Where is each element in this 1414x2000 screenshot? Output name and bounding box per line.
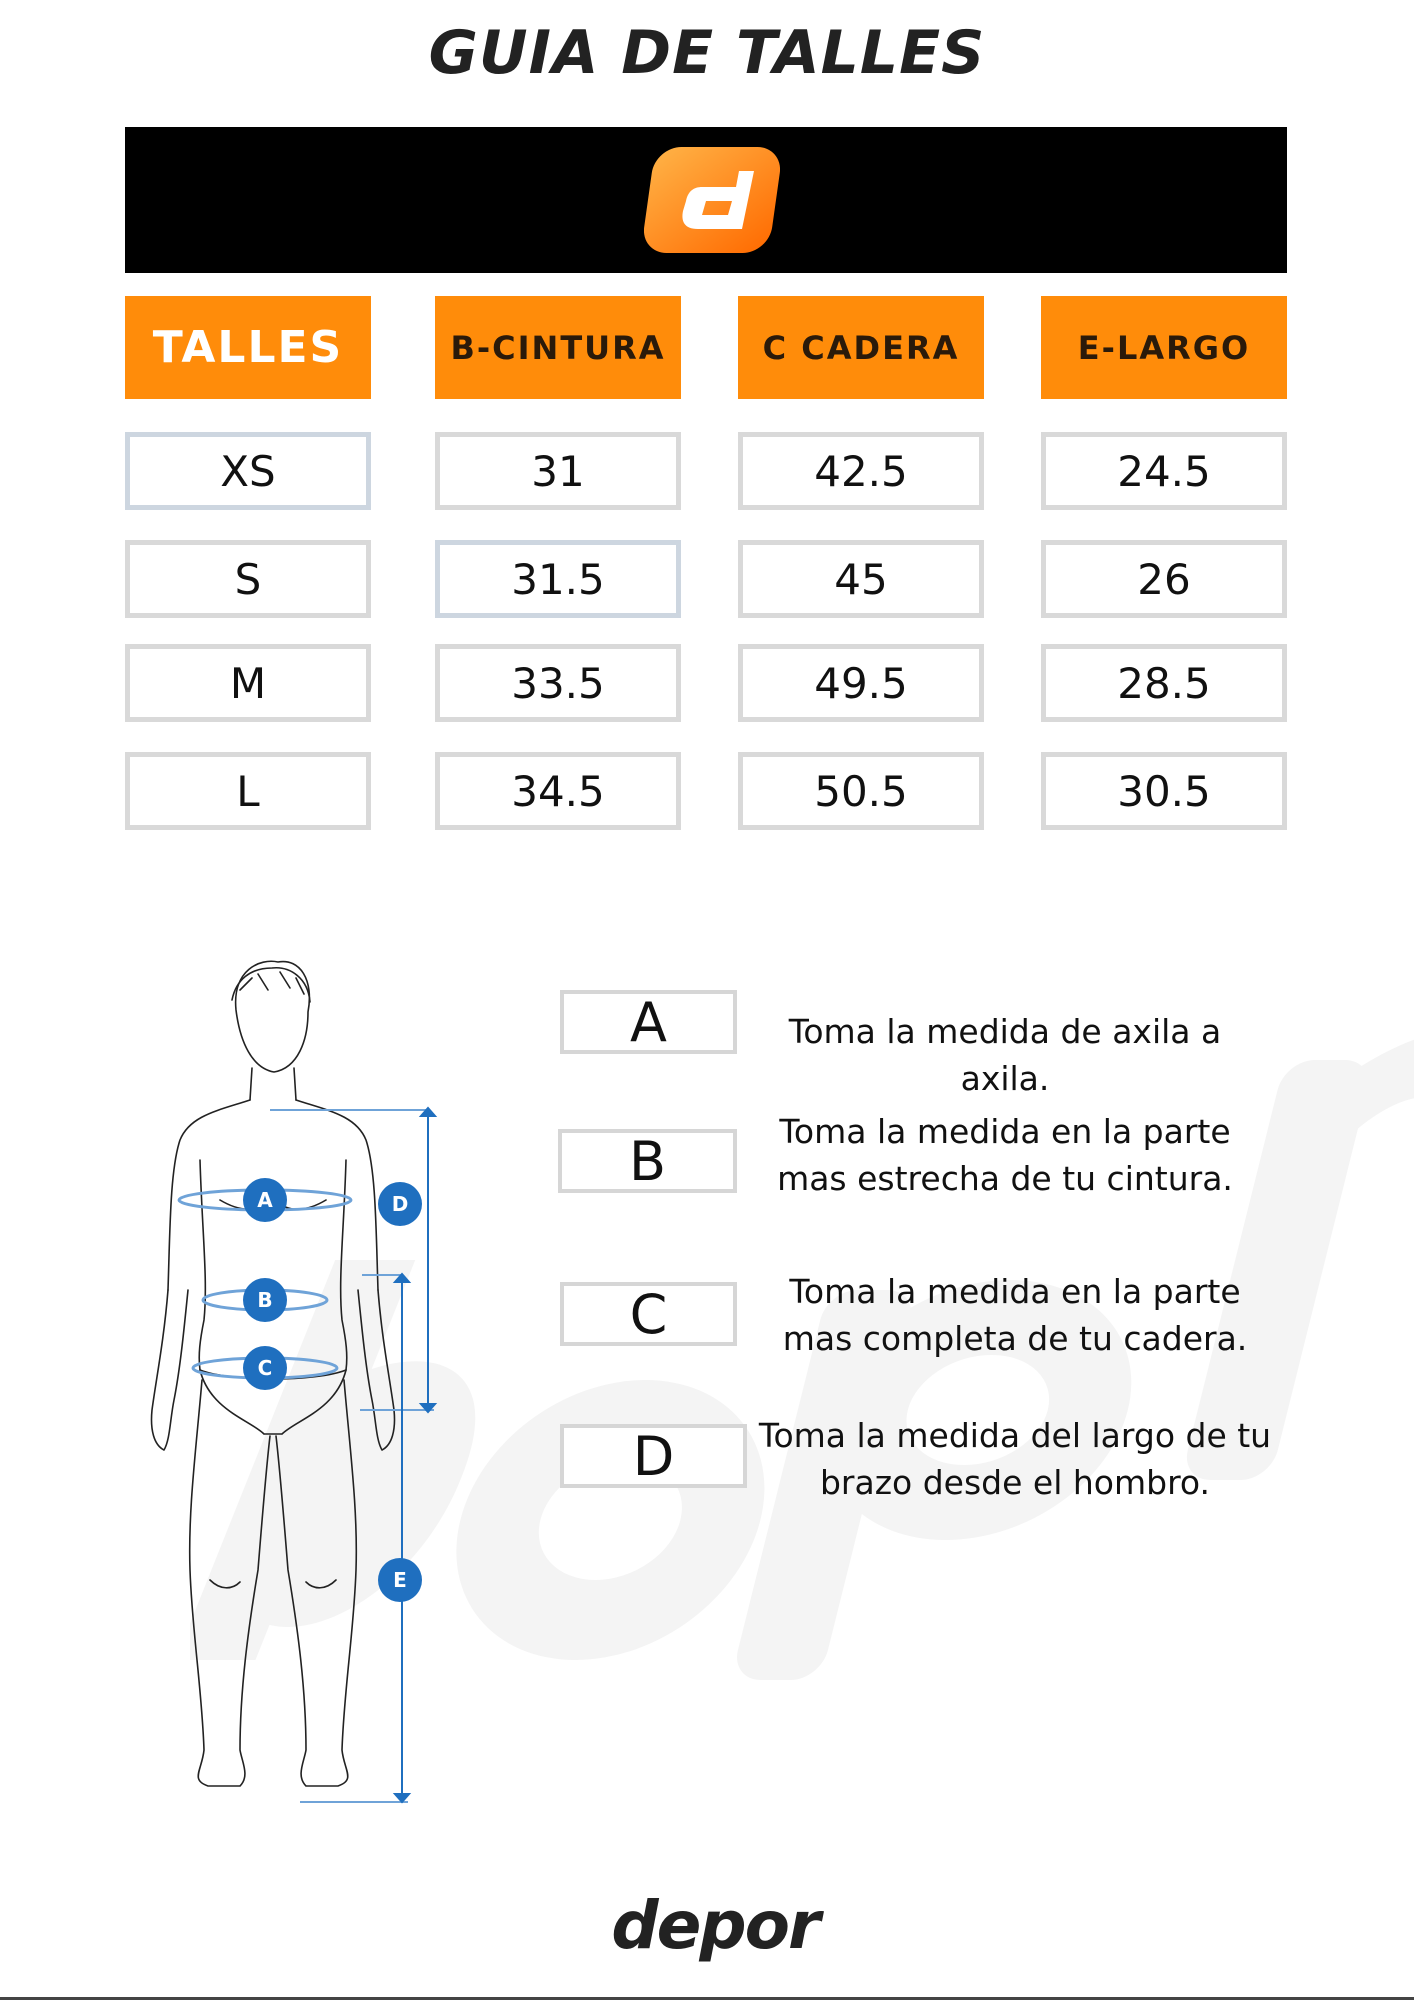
svg-text:depor: depor <box>611 1890 819 1962</box>
depor-wordmark-logo <box>590 1890 840 1962</box>
measure-desc-d: Toma la medida del largo de tu brazo desde el hombro. <box>758 1416 1272 1502</box>
table-cell: L <box>125 752 371 830</box>
table-cell: 26 <box>1041 540 1287 618</box>
svg-text:C: C <box>257 1356 273 1380</box>
svg-text:D: D <box>391 1192 409 1216</box>
measure-box-b: B <box>558 1129 737 1193</box>
table-cell: 28.5 <box>1041 644 1287 722</box>
table-cell: 34.5 <box>435 752 681 830</box>
table-cell: 45 <box>738 540 984 618</box>
table-cell: 31 <box>435 432 681 510</box>
measure-desc-a: Toma la medida de axila a axila. <box>788 1012 1222 1098</box>
body-measurement-figure-icon <box>140 950 460 1810</box>
measure-box-c: C <box>560 1282 737 1346</box>
table-cell: 49.5 <box>738 644 984 722</box>
svg-text:A: A <box>257 1188 273 1212</box>
header-cadera: C CADERA <box>738 296 984 399</box>
header-largo: E-LARGO <box>1041 296 1287 399</box>
table-cell: S <box>125 540 371 618</box>
measure-desc-b: Toma la medida en la parte mas estrecha de tu cintura. <box>777 1112 1233 1198</box>
svg-text:B: B <box>257 1288 273 1312</box>
measure-box-a: A <box>560 990 737 1054</box>
measure-desc-c: Toma la medida en la parte mas completa de tu cadera. <box>782 1272 1248 1358</box>
measure-box-d: D <box>560 1424 747 1488</box>
table-cell: XS <box>125 432 371 510</box>
table-cell: 30.5 <box>1041 752 1287 830</box>
svg-text:E: E <box>393 1568 407 1592</box>
table-cell: 24.5 <box>1041 432 1287 510</box>
page-title: GUIA DE TALLES <box>428 18 986 88</box>
table-cell: 31.5 <box>435 540 681 618</box>
table-cell: 33.5 <box>435 644 681 722</box>
header-cintura: B-CINTURA <box>435 296 681 399</box>
header-talles: TALLES <box>125 296 371 399</box>
table-cell: 50.5 <box>738 752 984 830</box>
table-cell: 42.5 <box>738 432 984 510</box>
table-cell: M <box>125 644 371 722</box>
depor-logo-icon <box>644 143 780 257</box>
